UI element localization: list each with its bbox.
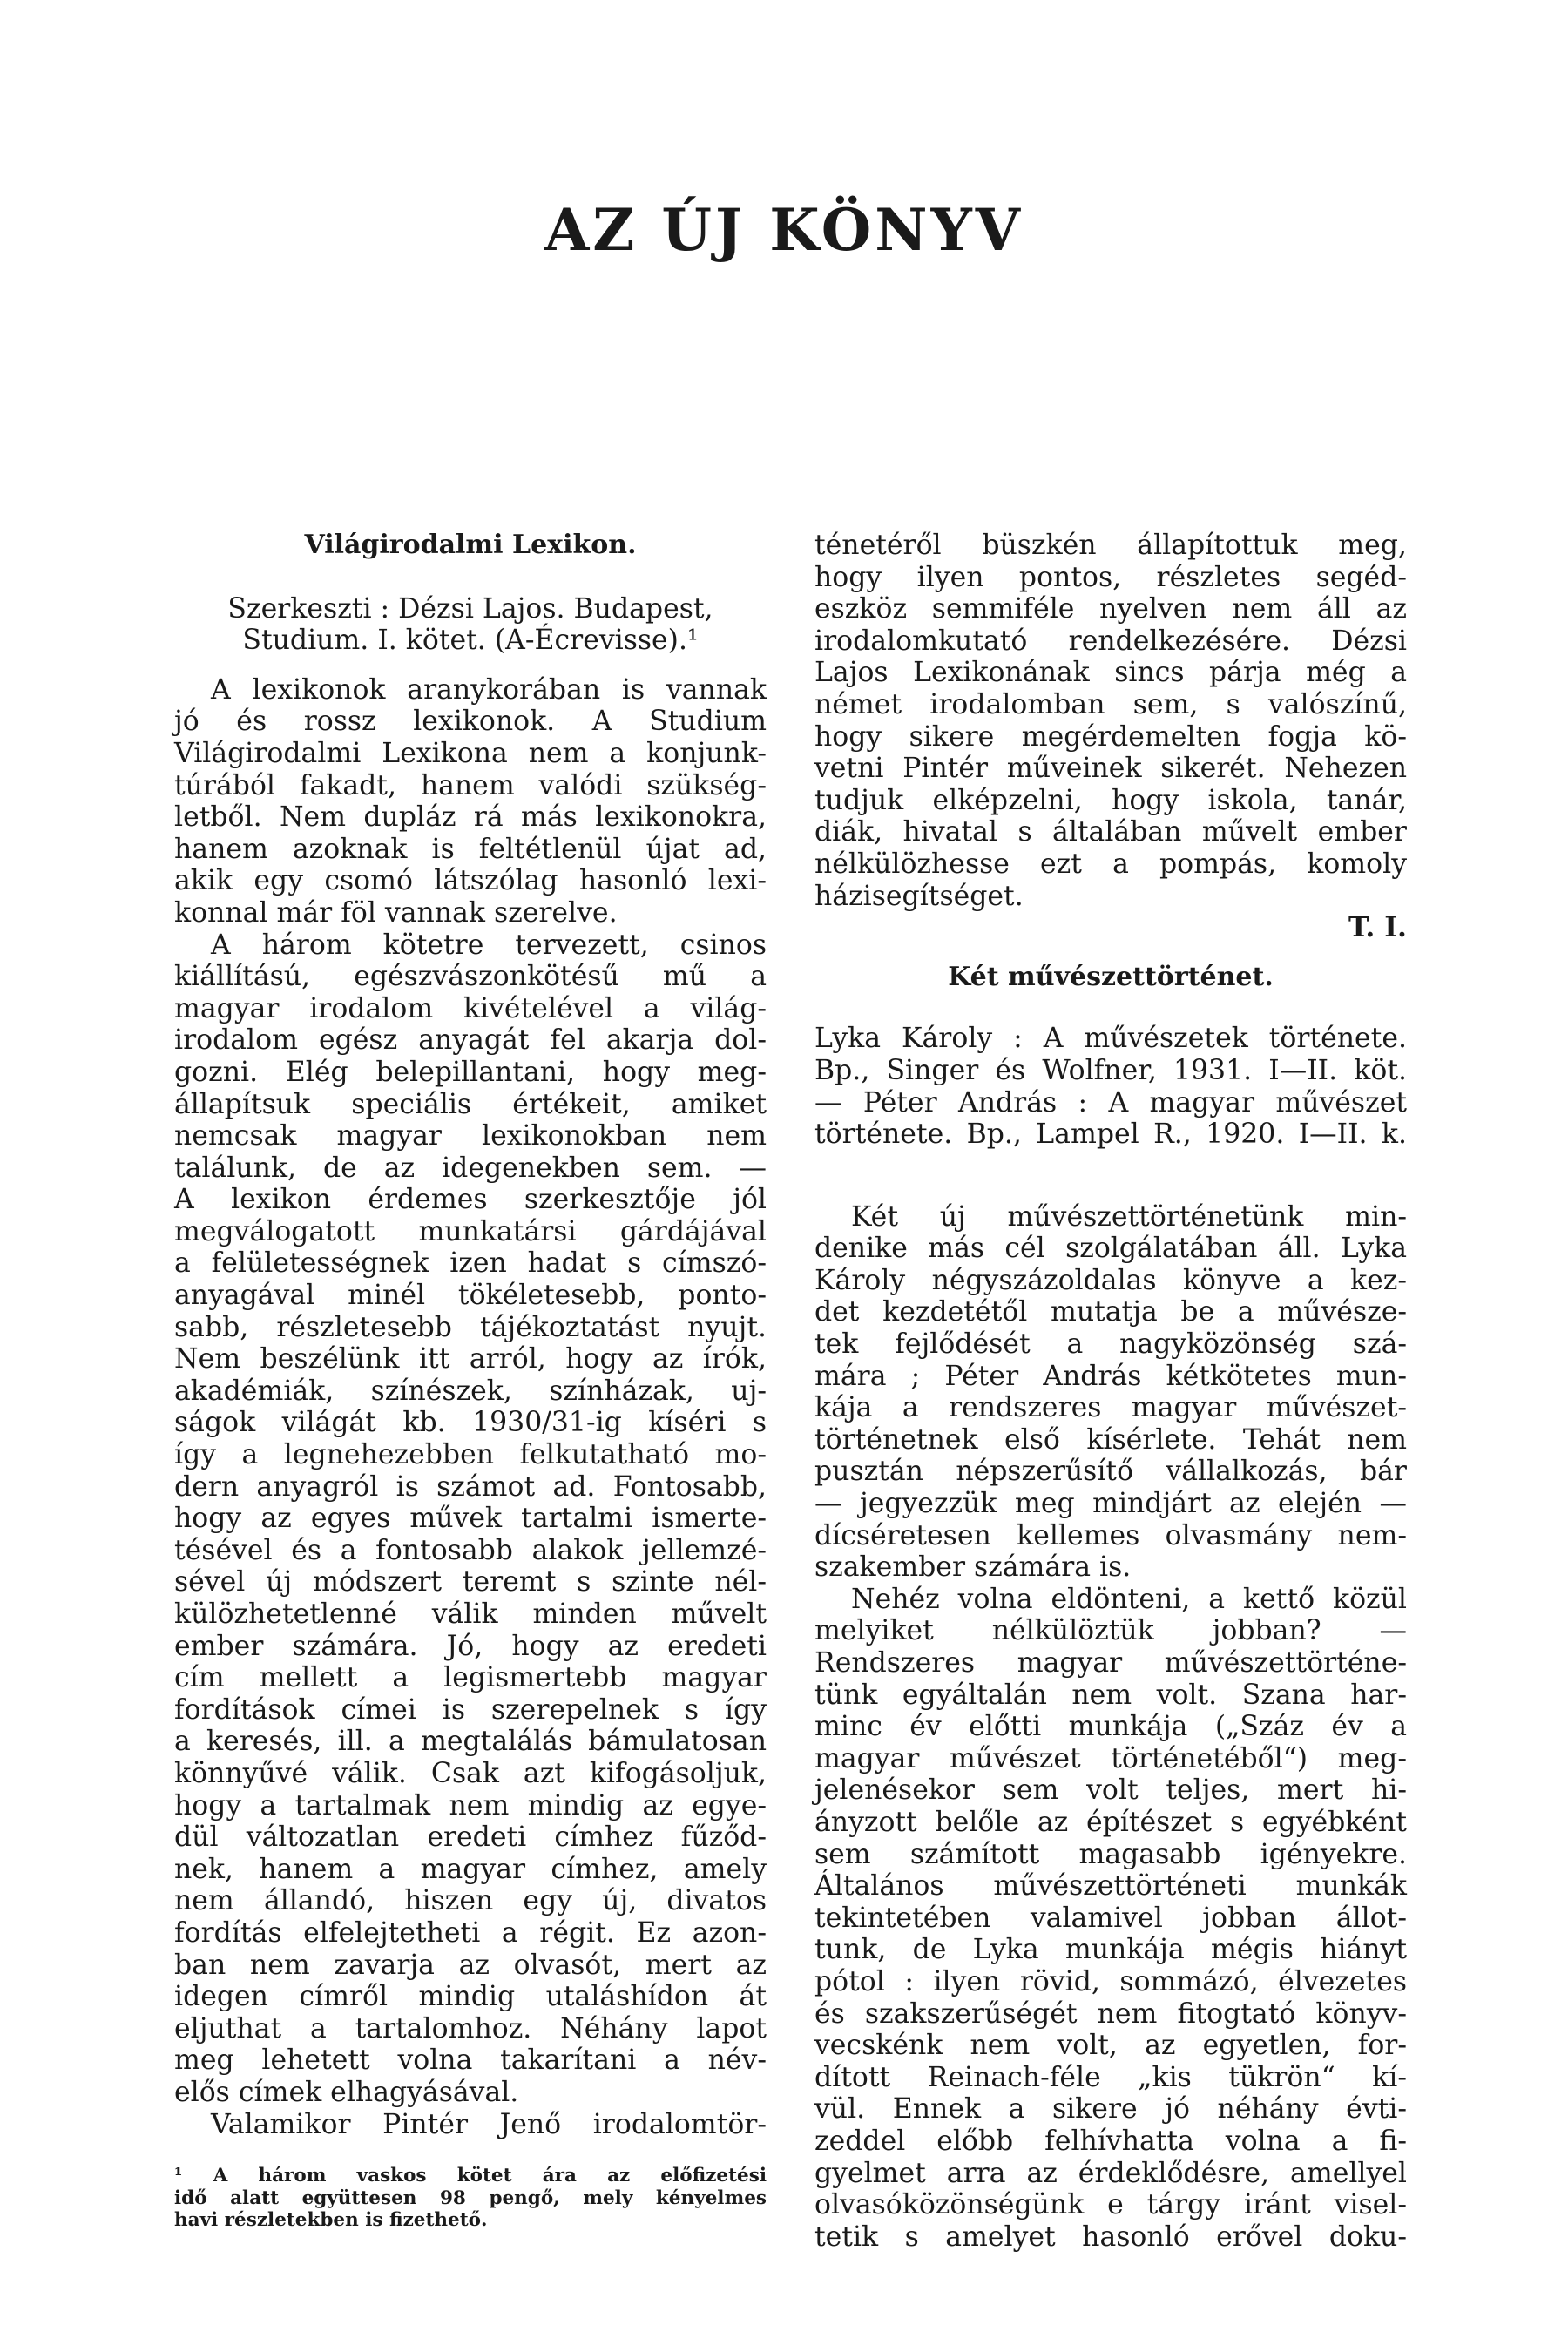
text-line: sem számított magasabb igényekre.: [814, 1838, 1407, 1870]
text-line: dern anyagról is számot ad. Fontosabb,: [174, 1470, 767, 1503]
text-line: akik egy csomó látszólag hasonló lexi-: [174, 865, 767, 897]
text-line: Két új művészettörténetünk min-: [851, 1200, 1407, 1233]
text-line: hogy az egyes művek tartalmi ismerte-: [174, 1503, 767, 1535]
text-line: vül. Ennek a sikere jó néhány évti-: [814, 2093, 1407, 2126]
text-line: így a legnehezebben felkutatható mo-: [174, 1439, 767, 1471]
text-line: denike más cél szolgálatában áll. Lyka: [814, 1233, 1407, 1265]
text-line: A lexikon érdemes szerkesztője jól: [174, 1184, 767, 1216]
text-line: melyiket nélkülöztük jobban? —: [814, 1615, 1407, 1647]
text-line: magyar művészet történetéből“) meg-: [814, 1742, 1407, 1774]
meta-line: — Péter András : A magyar művészet: [814, 1086, 1407, 1119]
text-line: tunk, de Lyka munkája mégis hiányt: [814, 1934, 1407, 1966]
text-line: hogy sikere megérdemelten fogja kö-: [814, 720, 1407, 753]
text-line: megválogatott munkatársi gárdájával: [174, 1215, 767, 1247]
text-line: sabb, részletesebb tájékoztatást nyujt.: [174, 1311, 767, 1343]
text-line: szakember számára is.: [814, 1551, 1132, 1584]
footnote-line: ¹ A három vaskos kötet ára az előfizetési: [174, 2165, 767, 2187]
text-line: könnyűvé válik. Csak azt kifogásoljuk,: [174, 1757, 767, 1789]
text-line: dított Reinach-féle „kis tükrön“ kí-: [814, 2061, 1407, 2093]
text-line: mára ; Péter András kétkötetes mun-: [814, 1360, 1407, 1392]
text-line: ember számára. Jó, hogy az eredeti: [174, 1630, 767, 1662]
right-column: [814, 530, 1407, 2253]
text-line: ságok világát kb. 1930/31-ig kíséri s: [174, 1407, 767, 1439]
text-line: Rendszeres magyar művészettörténe-: [814, 1647, 1407, 1679]
text-line: tésével és a fontosabb alakok jellemzé-: [174, 1534, 767, 1566]
text-line: Károly négyszázoldalas könyve a kez-: [814, 1264, 1407, 1296]
text-line: külözhetetlenné válik minden művelt: [174, 1598, 767, 1630]
text-line: Nem beszélünk itt arról, hogy az írók,: [174, 1343, 767, 1375]
text-line: akadémiák, színészek, színházak, uj-: [174, 1375, 767, 1407]
text-line: történetnek első kísérlete. Tehát nem: [814, 1423, 1407, 1456]
text-line: olvasóközönségünk e tárgy iránt visel-: [814, 2189, 1407, 2221]
text-line: meg lehetett volna takarítani a név-: [174, 2044, 767, 2077]
text-line: magyar irodalom kivételével a világ-: [174, 992, 767, 1024]
text-line: állapítsuk speciális értékeit, amiket: [174, 1088, 767, 1120]
text-line: dícséretesen kellemes olvasmány nem-: [814, 1519, 1407, 1551]
text-line: nélkülözhesse ezt a pompás, komoly: [814, 848, 1407, 880]
meta-line: Bp., Singer és Wolfner, 1931. I—II. köt.: [814, 1054, 1407, 1086]
footnote-line: idő alatt együttesen 98 pengő, mely kényelmes: [174, 2186, 767, 2209]
text-line: hogy ilyen pontos, részletes segéd-: [814, 561, 1407, 593]
text-line: hogy a tartalmak nem mindig az egye-: [174, 1789, 767, 1821]
text-line: házisegítséget.: [814, 880, 1024, 912]
text-line: diák, hivatal s általában művelt ember: [814, 816, 1407, 848]
text-line: det kezdetétől mutatja be a művésze-: [814, 1296, 1407, 1328]
review1-signature: T. I.: [1348, 911, 1407, 944]
text-line: tünk egyáltalán nem volt. Szana har-: [814, 1679, 1407, 1711]
text-line: pótol : ilyen rövid, sommázó, élvezetes: [814, 1965, 1407, 1997]
page-title: AZ ÚJ KÖNYV: [544, 196, 1024, 264]
text-line: irodalomkutató rendelkezésére. Dézsi: [814, 625, 1407, 657]
text-line: sével új módszert teremt s szinte nél-: [174, 1566, 767, 1598]
text-line: tetik s amelyet hasonló erővel doku-: [814, 2220, 1407, 2253]
text-line: Nehéz volna eldönteni, a kettő közül: [851, 1583, 1407, 1615]
text-line: tek fejlődését a nagyközönség szá-: [814, 1328, 1407, 1361]
review1-heading: Világirodalmi Lexikon.: [304, 530, 637, 560]
footnote-line: havi részletekben is fizethető.: [174, 2209, 488, 2232]
text-line: letből. Nem dupláz rá más lexikonokra,: [174, 801, 767, 834]
text-line: irodalom egész anyagát fel akarja dol-: [174, 1024, 767, 1057]
text-line: túrából fakadt, hanem valódi szükség-: [174, 769, 767, 801]
review1-continuation: [814, 530, 1407, 912]
text-line: elős címek elhagyásával.: [174, 2076, 519, 2108]
text-line: tudjuk elképzelni, hogy iskola, tanár,: [814, 784, 1407, 816]
text-line: Világirodalmi Lexikona nem a konjunk-: [174, 737, 767, 769]
text-line: anyagával minél tökéletesebb, ponto-: [174, 1280, 767, 1312]
text-line: jó és rossz lexikonok. A Studium: [174, 706, 767, 738]
text-line: idegen címről mindig utaláshídon át: [174, 1981, 767, 2013]
review1-meta-line: Studium. I. kötet. (A-Écrevisse).¹: [242, 625, 699, 657]
text-line: pusztán népszerűsítő vállalkozás, bár: [814, 1456, 1407, 1488]
text-line: Valamikor Pintér Jenő irodalomtör-: [211, 2108, 767, 2140]
meta-line: története. Bp., Lampel R., 1920. I—II. k.: [814, 1119, 1407, 1151]
text-line: találunk, de az idegenekben sem. —: [174, 1152, 767, 1184]
review1-body: [174, 674, 767, 2140]
text-line: Általános művészettörténeti munkák: [814, 1870, 1407, 1903]
text-line: tekintetében valamivel jobban állot-: [814, 1902, 1407, 1934]
text-line: a keresés, ill. a megtalálás bámulatosan: [174, 1726, 767, 1758]
review1-meta-line: Szerkeszti : Dézsi Lajos. Budapest,: [227, 592, 713, 625]
text-line: és szakszerűségét nem fitogtató könyv-: [814, 1997, 1407, 2030]
text-line: nek, hanem a magyar címhez, amely: [174, 1853, 767, 1885]
text-line: vecskénk nem volt, az egyetlen, for-: [814, 2030, 1407, 2062]
text-line: fordítások címei is szerepelnek s így: [174, 1693, 767, 1726]
meta-line: Lyka Károly : A művészetek története.: [814, 1023, 1407, 1055]
text-line: eszköz semmiféle nyelven nem áll az: [814, 593, 1407, 625]
text-line: zeddel előbb felhívhatta volna a fi-: [814, 2125, 1407, 2157]
text-line: eljuthat a tartalomhoz. Néhány lapot: [174, 2012, 767, 2044]
text-line: cím mellett a legismertebb magyar: [174, 1662, 767, 1694]
text-line: dül változatlan eredeti címhez fűződ-: [174, 1821, 767, 1854]
text-line: A lexikonok aranykorában is vannak: [211, 673, 767, 706]
left-column: [174, 530, 767, 2232]
text-line: nemcsak magyar lexikonokban nem: [174, 1120, 767, 1152]
text-line: hanem azoknak is feltétlenül újat ad,: [174, 833, 767, 865]
text-line: minc év előtti munkája („Száz év a: [814, 1711, 1407, 1743]
text-line: — jegyezzük meg mindjárt az elején —: [814, 1488, 1407, 1520]
text-line: ténetéről büszkén állapítottuk meg,: [814, 530, 1407, 561]
text-line: német irodalomban sem, s valószínű,: [814, 688, 1407, 720]
text-line: gyelmet arra az érdeklődésre, amellyel: [814, 2157, 1407, 2189]
text-line: A három kötetre tervezett, csinos: [211, 929, 767, 961]
text-line: ányzott belőle az építészet s egyébként: [814, 1806, 1407, 1838]
text-line: kája a rendszeres magyar művészet-: [814, 1392, 1407, 1424]
text-line: jelenésekor sem volt teljes, mert hi-: [814, 1774, 1407, 1807]
text-line: kiállítású, egészvászonkötésű mű a: [174, 961, 767, 993]
text-line: konnal már föl vannak szerelve.: [174, 896, 618, 929]
footnote: [174, 2165, 767, 2232]
review2-heading: Két művészettörténet.: [948, 961, 1274, 992]
text-line: ban nem zavarja az olvasót, mert az: [174, 1949, 767, 1981]
text-line: gozni. Elég belepillantani, hogy meg-: [174, 1056, 767, 1088]
text-line: a felületességnek izen hadat s címszó-: [174, 1247, 767, 1280]
text-line: fordítás elfelejtetheti a régit. Ez azon-: [174, 1916, 767, 1949]
text-line: nem állandó, hiszen egy új, divatos: [174, 1885, 767, 1917]
review2-body: [814, 1201, 1407, 2254]
text-line: Lajos Lexikonának sincs párja még a: [814, 657, 1407, 689]
review2-meta: [814, 1023, 1407, 1150]
text-line: vetni Pintér műveinek sikerét. Nehezen: [814, 753, 1407, 785]
